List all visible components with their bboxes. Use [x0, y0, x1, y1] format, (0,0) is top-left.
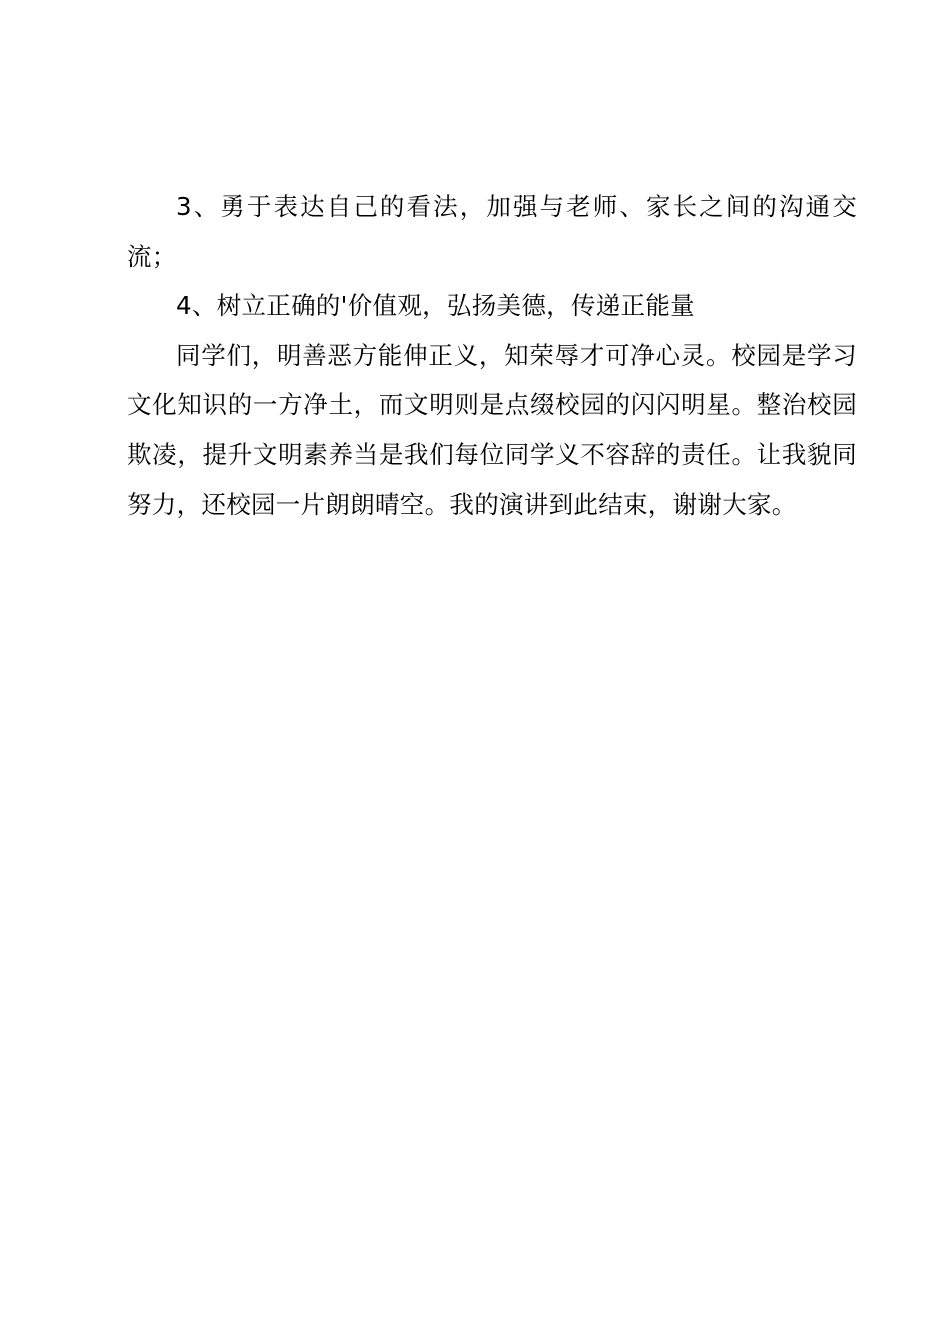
paragraph-closing: 同学们，明善恶方能伸正义，知荣辱才可净心灵。校园是学习文化知识的一方净土，而文明则是点缀校园的闪闪明星。整治校园欺凌，提升文明素养当是我们每位同学义不容辞的责任。让我貌同努力，还校园一片朗朗晴空。我的演讲到此结束，谢谢大家。 [127, 340, 857, 519]
document-body [127, 182, 857, 529]
paragraph-item-3: 3、勇于表达自己的看法，加强与老师、家长之间的沟通交流； [127, 192, 857, 271]
paragraph-item-4: 4、树立正确的'价值观，弘扬美德，传递正能量 [176, 291, 695, 321]
